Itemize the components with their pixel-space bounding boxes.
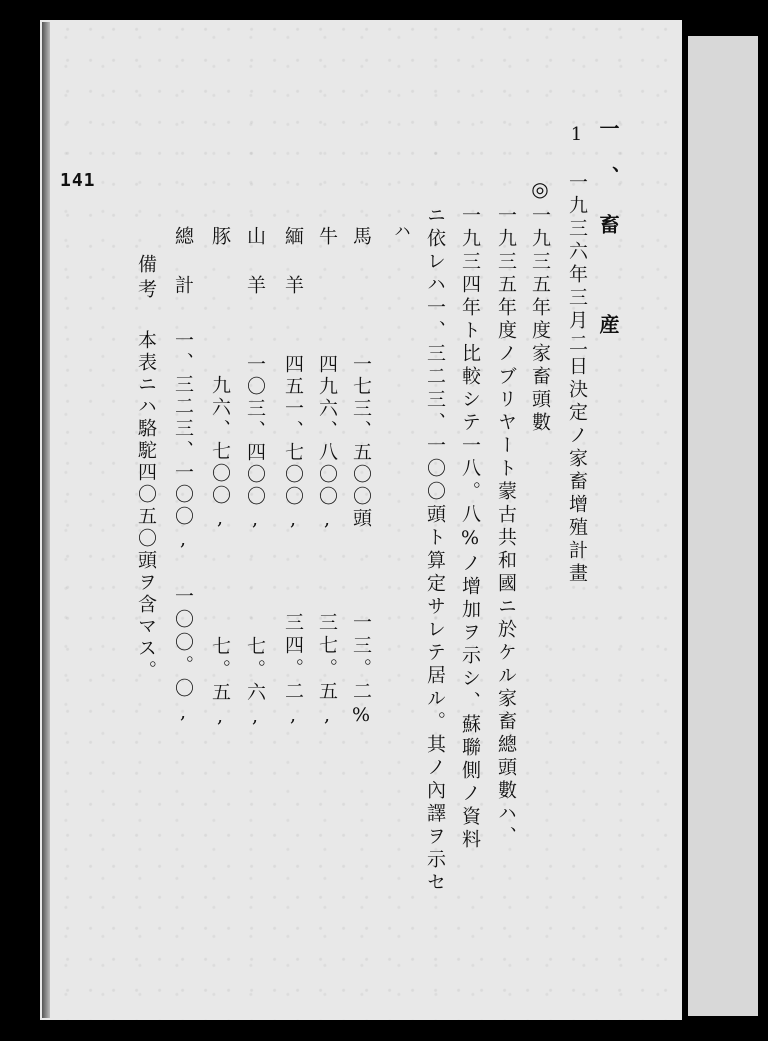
table-animal: 馬 xyxy=(350,226,372,275)
table-percent: 七。五, xyxy=(209,636,231,731)
subheading-mark: ◎ xyxy=(528,177,552,201)
remarks-text: 本表ニハ駱駝四〇五〇頭ヲ含マス。 xyxy=(135,330,157,682)
table-animal: 緬羊 xyxy=(282,226,304,324)
table-count: 四五一、七〇〇, xyxy=(282,354,304,533)
book-spine xyxy=(42,22,50,1018)
table-count: 九六、七〇〇, xyxy=(209,375,231,532)
table-animal: 山羊 xyxy=(244,226,266,324)
subheading: 一九三五年度家畜頭數 xyxy=(529,205,551,435)
paragraph-line: 一九三四年ト比較シテ一八。八%ノ增加ヲ示シ、蘇聯側ノ資料 xyxy=(459,205,481,852)
paragraph-line: ハ xyxy=(390,222,410,239)
table-percent: 三七。五, xyxy=(316,612,338,730)
table-animal: 豚 xyxy=(209,226,231,275)
table-count: 一七三、五〇〇頭 xyxy=(350,354,372,530)
facing-page-edge xyxy=(688,36,758,1016)
remarks-label: 備考 xyxy=(135,254,157,304)
table-animal: 牛 xyxy=(316,226,338,275)
page-number: 141 xyxy=(60,170,96,191)
table-count: 四九六、八〇〇, xyxy=(316,354,338,533)
table-percent: 七。六, xyxy=(244,636,266,731)
table-count: 一、三二三、一〇〇, xyxy=(172,330,194,553)
facing-page-bleed-through xyxy=(696,300,722,316)
item-number: 1 xyxy=(566,124,587,145)
paragraph-line: ニ依レハ一、三二三、一〇〇頭ト算定サレテ居ル。其ノ內譯ヲ示セ xyxy=(424,205,446,895)
section-title: 一、畜 産 xyxy=(596,118,620,362)
table-count: 一〇三、四〇〇, xyxy=(244,354,266,533)
table-percent: 三四。二, xyxy=(282,612,304,730)
paragraph-line: 一九三五年度ノブリヤート蒙古共和國ニ於ケル家畜總頭數ハ、 xyxy=(495,205,517,849)
table-animal: 總計 xyxy=(172,226,194,324)
table-percent: 一三。二% xyxy=(350,612,372,730)
heading: 一九三六年三月二日決定ノ家畜增殖計畫 xyxy=(566,172,588,586)
table-percent: 一〇〇。〇, xyxy=(172,586,194,727)
